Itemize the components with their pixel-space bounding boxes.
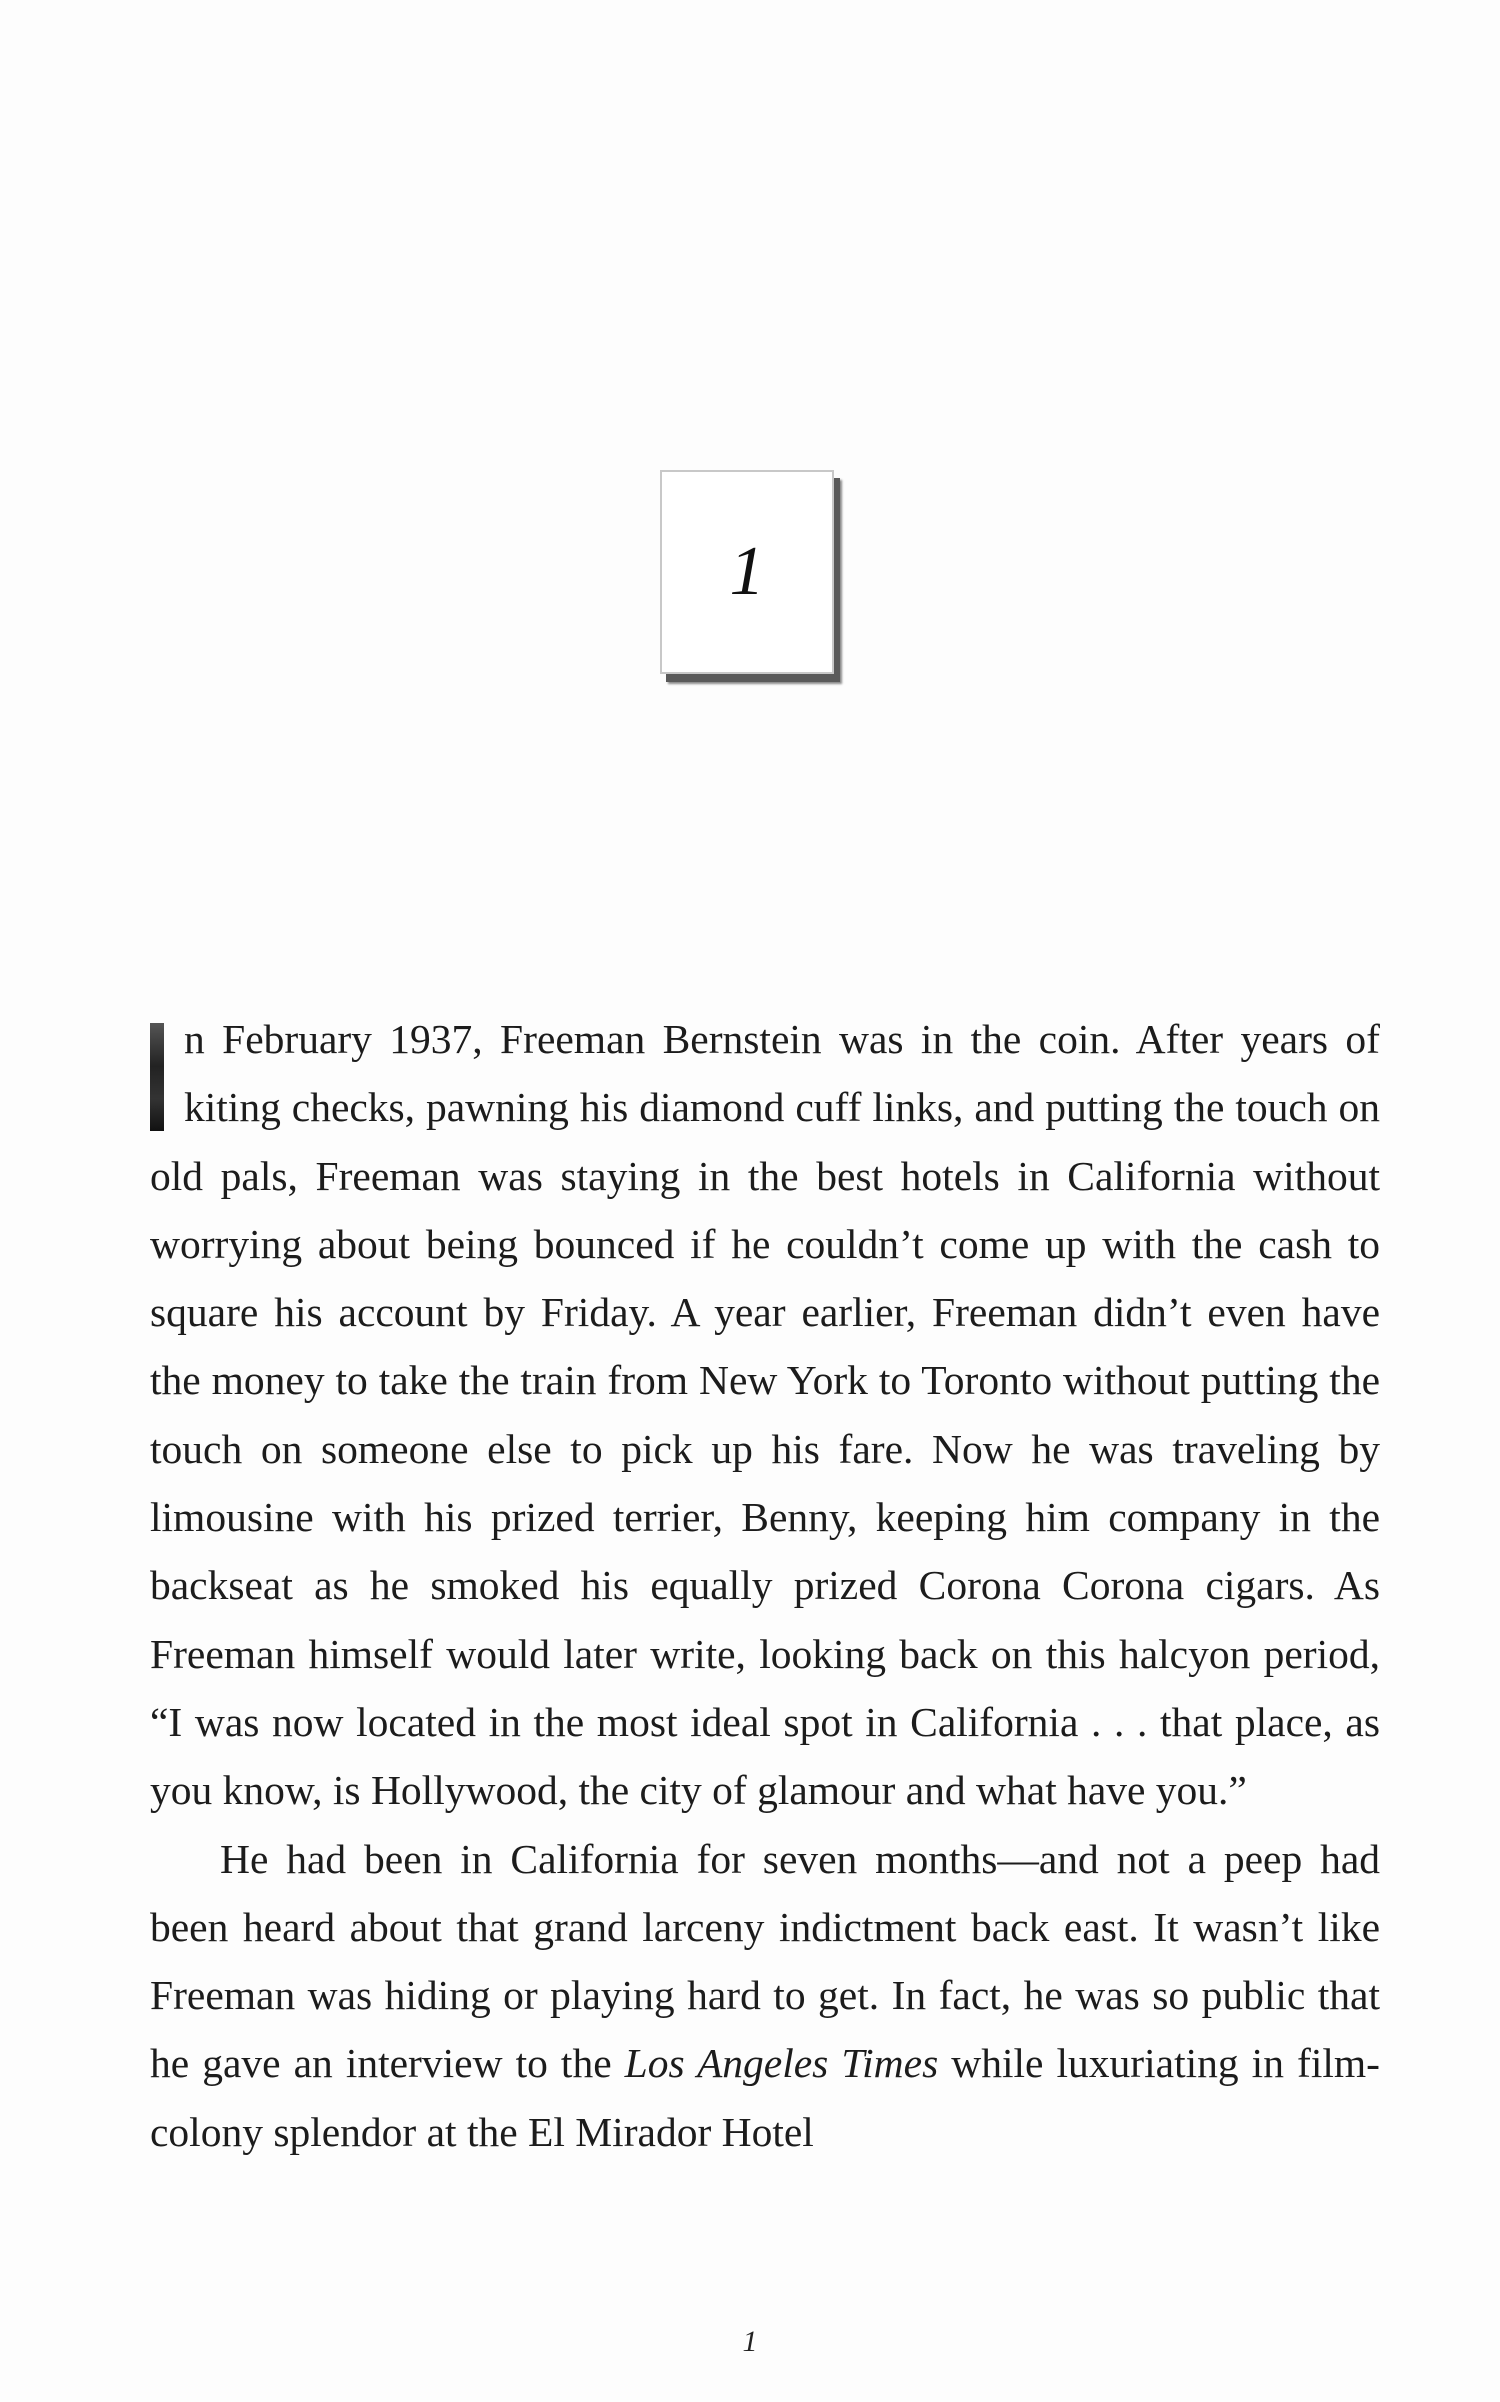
paragraph-1 [150,1005,1380,1825]
page-number: 1 [742,2325,758,2358]
body-text [150,1005,1380,2166]
paragraph-1-text: n February 1937, Freeman Bernstein was in the coin. After years of kiting checks, pawning his diamond cuff links, and putting the touch on old pals, Freeman was staying in the best hotels in California without worrying about being bounced if he couldn’t come up with the cash to square his account by Friday. A year earlier, Freeman didn’t even have the money to take the train from New York to Toronto without putting the touch on someone else to pick up his fare. Now he was traveling by limousine with his prized terrier, Benny, keeping him company in the backseat as he smoked his equally prized Corona Corona cigars. As Freeman himself would later write, looking back on this halcyon period, “I was now located in the most ideal spot in California . . . that place, as you know, is Hollywood, the city of glamour and what have you.” [150,1016,1380,1814]
chapter-number: 1 [729,533,765,610]
paragraph-2-text-end: while luxuriating in film-colony splendor at the El Mirador Hotel [150,2040,1380,2155]
chapter-number-box [660,470,834,674]
newspaper-title: Los Angeles Times [624,2040,939,2087]
drop-cap-letter [150,1023,164,1131]
paragraph-2 [150,1825,1380,2166]
paragraph-2-text-start: He had been in California for seven months—and not a peep had been heard about that grand larceny indictment back east. It wasn’t like Freeman was hiding or playing hard to get. In fact, he was so public that he gave an interview to the [150,1835,1380,2087]
